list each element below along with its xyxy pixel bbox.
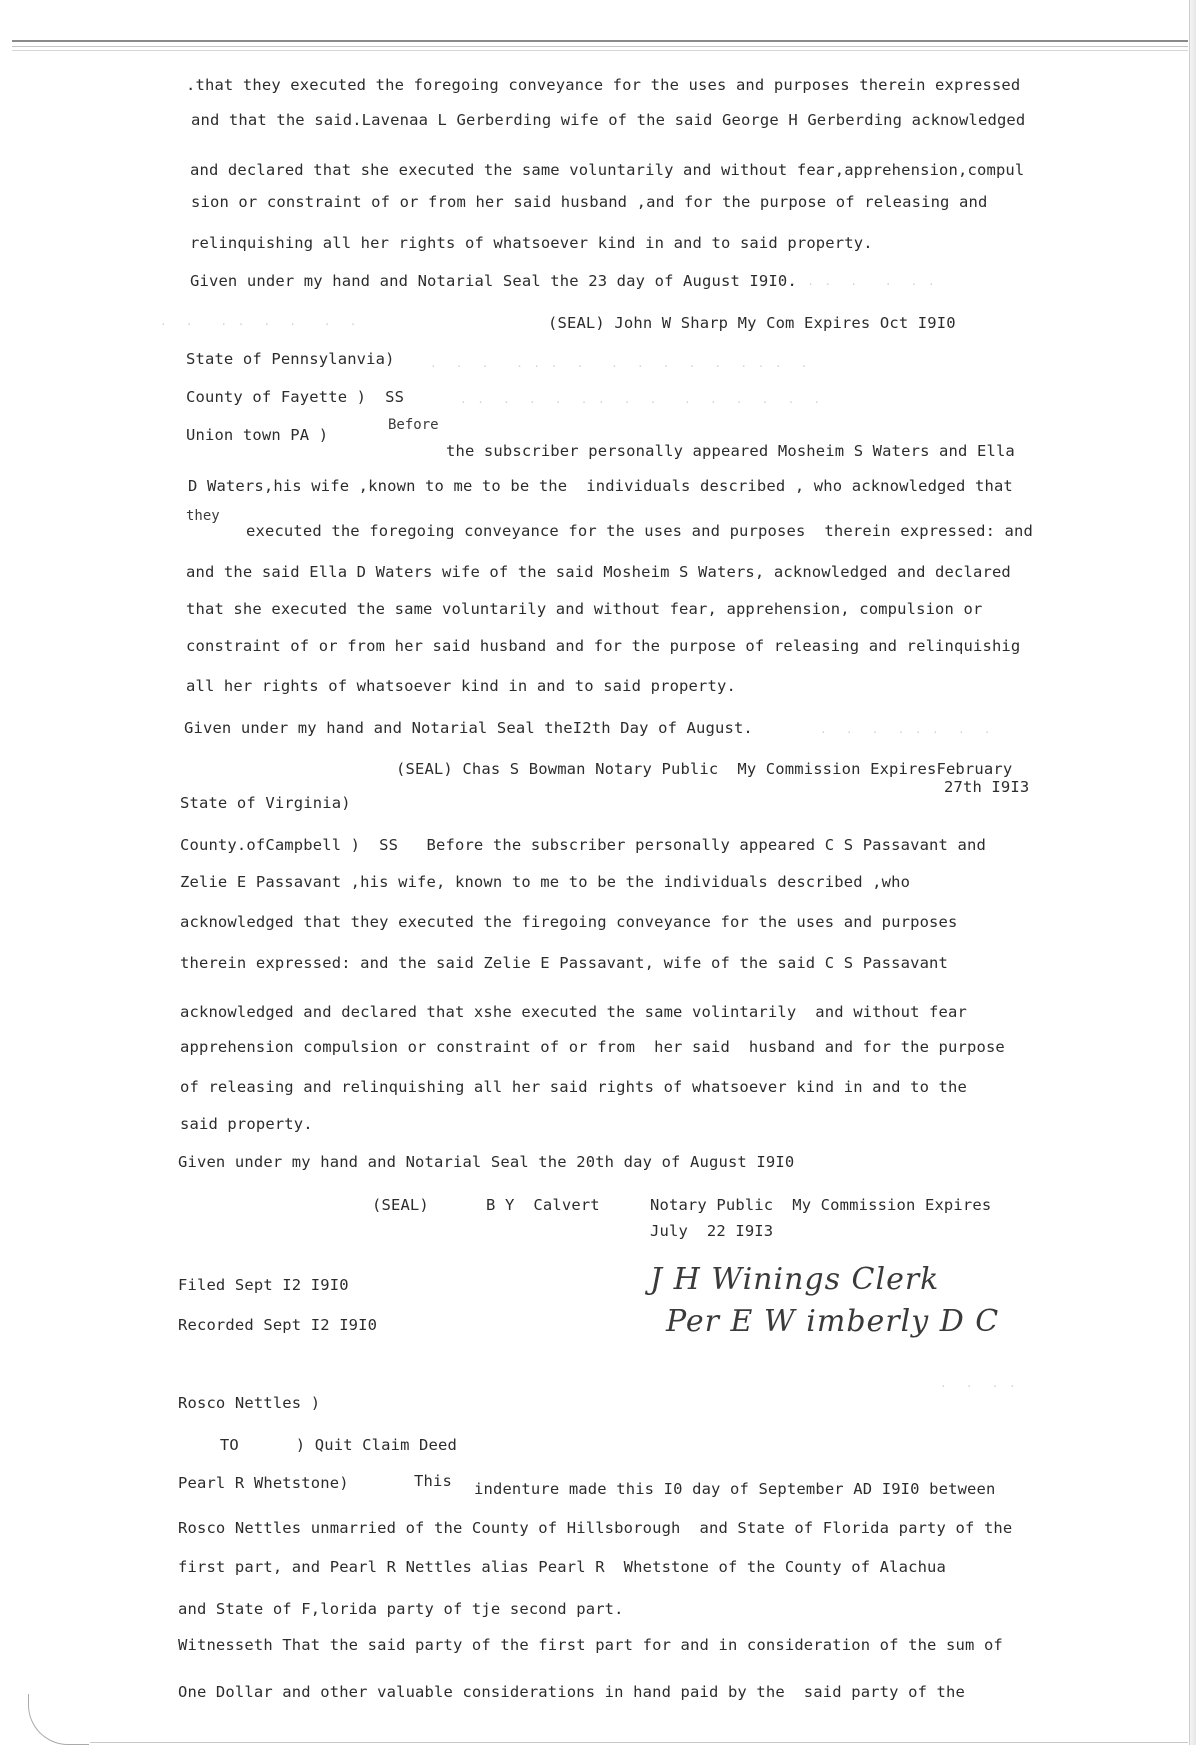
filed-date: Filed Sept I2 I9I0 — [178, 1276, 349, 1294]
waters-line-1: the subscriber personally appeared Mosheim S Waters and Ella — [446, 442, 1015, 460]
passavant-line-4: therein expressed: and the said Zelie E Passavant, wife of the said C S Passavant — [180, 954, 949, 972]
passavant-line-2: Zelie E Passavant ,his wife, known to me to be the individuals described ,who — [180, 873, 911, 891]
notary-name-calvert: B Y Calvert — [486, 1196, 600, 1214]
gerberding-line-3: and declared that she executed the same voluntarily and without fear,apprehension,compul — [190, 161, 1025, 179]
passavant-line-7: of releasing and relinquishing all her said rights of whatsoever kind in and to the — [180, 1078, 967, 1096]
page-edge-right — [1189, 0, 1196, 1745]
gerberding-line-1: .that they executed the foregoing conveyance for the uses and purposes therein expressed — [186, 76, 1021, 94]
bleed-through-text: · · · · · · · — [790, 278, 937, 291]
bleed-through-text: · · · · — [940, 1380, 1018, 1393]
deputy-clerk-signature: Per E W imberly D C — [666, 1304, 1000, 1339]
deed-line-2: Rosco Nettles unmarried of the County of Hillsborough and State of Florida party of the — [178, 1519, 1013, 1537]
waters-line-3: executed the foregoing conveyance for the uses and purposes therein expressed: and — [246, 522, 1033, 540]
waters-given-line: Given under my hand and Notarial Seal theI2th Day of August. — [184, 719, 753, 737]
passavant-line-8: said property. — [180, 1115, 313, 1133]
calvert-commission-date: July 22 I9I3 — [650, 1222, 774, 1240]
venue-state-pennsylvania: State of Pennsylanvia) — [186, 350, 395, 368]
waters-line-2: D Waters,his wife ,known to me to be the individuals described , who acknowledged that — [188, 477, 1013, 495]
deed-line-1: indenture made this I0 day of September AD I9I0 between — [474, 1480, 996, 1498]
deed-line-4: and State of F,lorida party of tje second part. — [178, 1600, 624, 1618]
deed-line-5: Witnesseth That the said party of the first part for and in consideration of the sum of — [178, 1636, 1003, 1654]
waters-line-7: all her rights of whatsoever kind in and to said property. — [186, 677, 736, 695]
bowman-expiry-date: 27th I9I3 — [944, 778, 1030, 796]
before-insertion: Before — [388, 417, 439, 433]
passavant-line-3: acknowledged that they executed the firegoing conveyance for the uses and purposes — [180, 913, 958, 931]
venue-uniontown: Union town PA ) — [186, 426, 329, 444]
top-rule-tertiary — [12, 50, 1188, 51]
deed-line-3: first part, and Pearl R Nettles alias Pearl R Whetstone of the County of Alachua — [178, 1558, 947, 1576]
gerberding-line-5: relinquishing all her rights of whatsoever kind in and to said property. — [190, 234, 873, 252]
passavant-line-1: County.ofCampbell ) SS Before the subscriber personally appeared C S Passavant and — [180, 836, 986, 854]
page-edge-bottom — [90, 1742, 1188, 1743]
waters-line-5: that she executed the same voluntarily and without fear, apprehension, compulsion or — [186, 600, 983, 618]
bleed-through-text: · · · · · · · · — [820, 726, 993, 739]
clerk-signature: J H Winings Clerk — [650, 1262, 940, 1297]
bleed-through-text: · · · · · · · · · · · · · · · · — [430, 360, 810, 373]
deed-line-6: One Dollar and other valuable considerations in hand paid by the said party of the — [178, 1683, 965, 1701]
bleed-through-text: · · · · · · · · · · · · · · · — [460, 396, 823, 409]
sharp-seal-line: (SEAL) John W Sharp My Com Expires Oct I9I0 — [548, 314, 956, 332]
gerberding-line-2: and that the said.Lavenaa L Gerberding wife of the said George H Gerberding acknowledged — [191, 111, 1026, 129]
deed-party-grantee: Pearl R Whetstone) — [178, 1474, 349, 1492]
bowman-seal-line: (SEAL) Chas S Bowman Notary Public My Commission ExpiresFebruary — [396, 760, 1013, 778]
passavant-line-5: acknowledged and declared that xshe executed the same volintarily and without fear — [180, 1003, 967, 1021]
page-corner-curl — [28, 1694, 89, 1745]
calvert-commission: Notary Public My Commission Expires — [650, 1196, 992, 1214]
gerberding-line-4: sion or constraint of or from her said husband ,and for the purpose of releasing and — [191, 193, 988, 211]
deed-title: TO ) Quit Claim Deed — [182, 1436, 457, 1454]
waters-line-4: and the said Ella D Waters wife of the said Mosheim S Waters, acknowledged and declared — [186, 563, 1011, 581]
deed-this-word: This — [414, 1472, 452, 1490]
gerberding-given-line: Given under my hand and Notarial Seal the 23 day of August I9I0. — [190, 272, 797, 290]
calvert-seal: (SEAL) — [372, 1196, 429, 1214]
recorded-date: Recorded Sept I2 I9I0 — [178, 1316, 378, 1334]
top-rule — [12, 40, 1188, 42]
venue-state-virginia: State of Virginia) — [180, 794, 351, 812]
waters-line-6: constraint of or from her said husband and for the purpose of releasing and relinquishig — [186, 637, 1021, 655]
they-insertion: they — [186, 508, 220, 524]
bleed-through-text: · · · · · · · · — [160, 318, 359, 331]
passavant-given-line: Given under my hand and Notarial Seal the 20th day of August I9I0 — [178, 1153, 795, 1171]
deed-party-grantor: Rosco Nettles ) — [178, 1394, 321, 1412]
venue-county-fayette: County of Fayette ) SS — [186, 388, 405, 406]
passavant-line-6: apprehension compulsion or constraint of or from her said husband and for the purpose — [180, 1038, 1005, 1056]
top-rule-secondary — [12, 46, 1188, 47]
